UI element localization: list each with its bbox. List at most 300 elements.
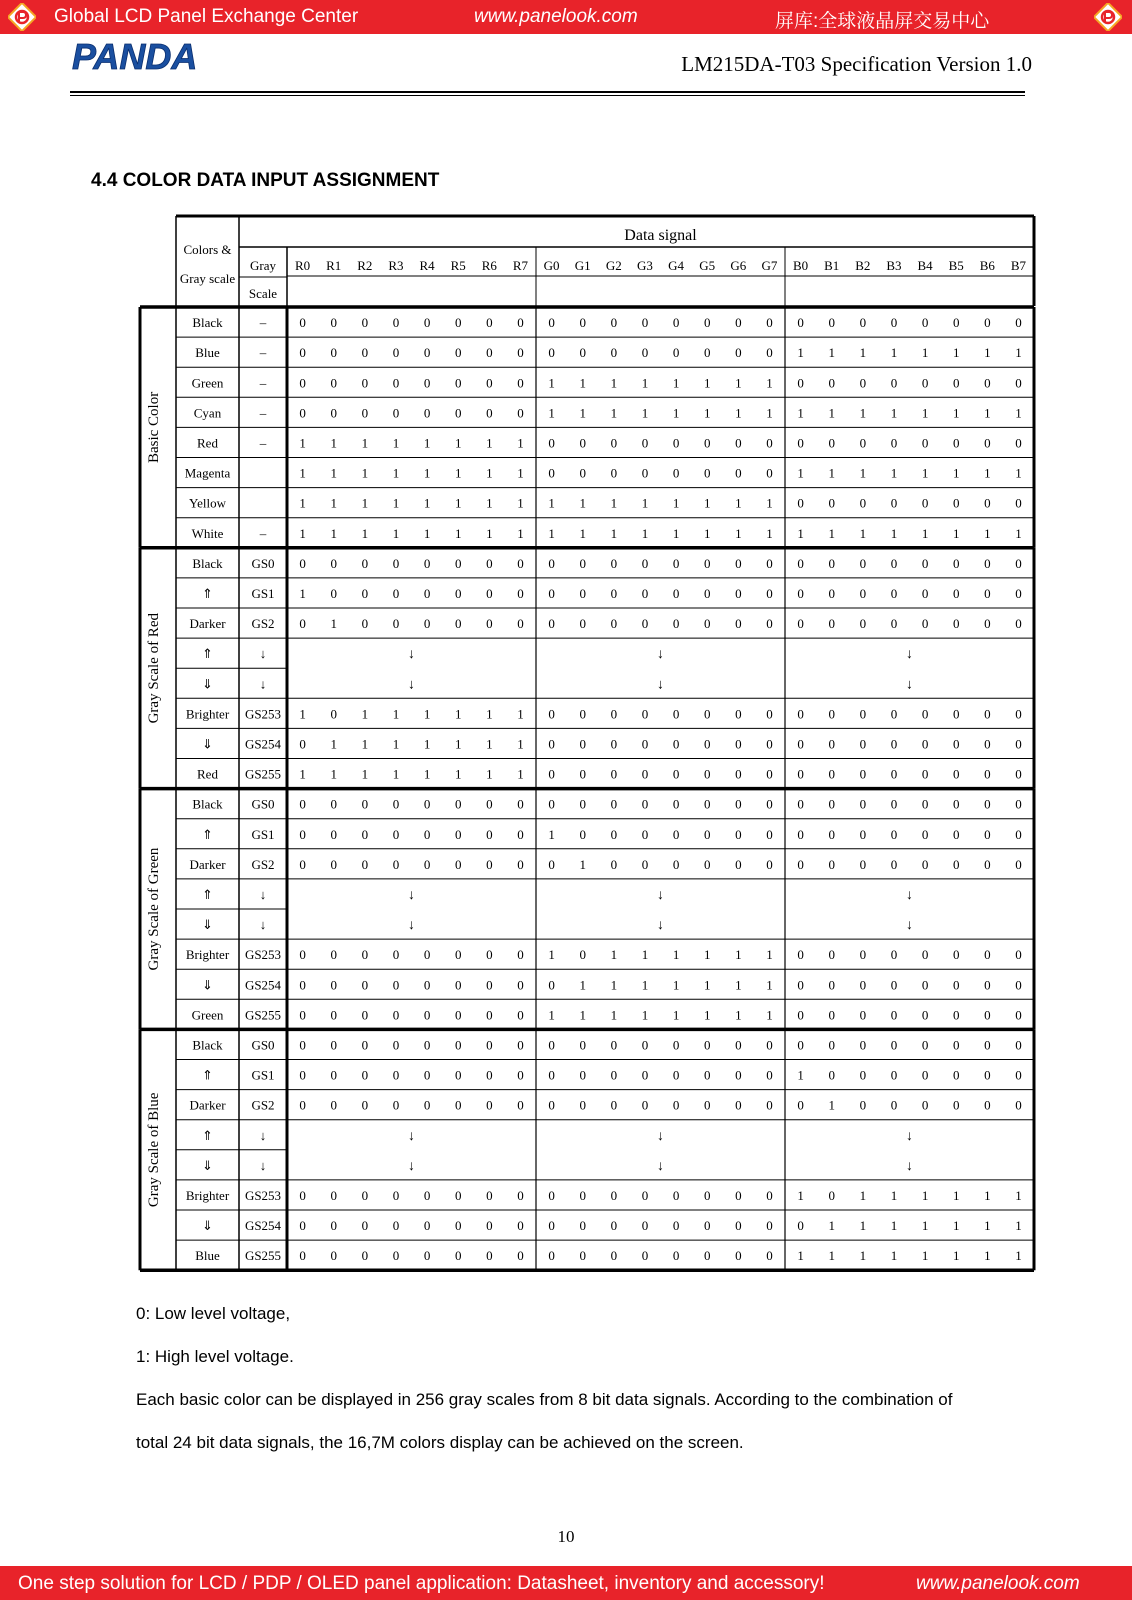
row-gray-value: ↓ — [259, 676, 267, 692]
bit-cell: 0 — [952, 1007, 960, 1023]
header-colors-label: Colors & — [183, 242, 232, 257]
bit-cell: 0 — [610, 826, 618, 842]
bit-cell: 0 — [1015, 375, 1022, 391]
bit-cell: 1 — [330, 736, 337, 752]
continuation-arrow-icon: ↓ — [657, 647, 664, 663]
bit-cell: 1 — [392, 736, 400, 752]
bit-cell: 1 — [984, 1187, 991, 1203]
bit-cell: 0 — [1015, 555, 1022, 571]
row-color-label: Blue — [195, 1248, 220, 1264]
bit-cell: 0 — [517, 315, 524, 331]
bit-cell: 0 — [641, 1037, 649, 1053]
bit-cell: 0 — [1015, 947, 1022, 963]
bit-cell: 0 — [797, 856, 804, 872]
bit-cell: 0 — [641, 826, 649, 842]
row-gray-value: – — [259, 315, 267, 331]
bit-cell: 0 — [952, 977, 960, 993]
bit-cell: 0 — [735, 465, 742, 481]
bit-cell: 1 — [517, 736, 524, 752]
bit-cell: 0 — [299, 1187, 306, 1203]
bit-cell: 0 — [579, 1097, 586, 1113]
bit-cell: 0 — [641, 585, 649, 601]
continuation-arrow-icon: ↓ — [408, 677, 415, 693]
bit-cell: 0 — [766, 585, 773, 601]
bit-cell: 0 — [703, 315, 711, 331]
bit-cell: 0 — [984, 856, 991, 872]
row-color-label: ⇓ — [202, 736, 213, 752]
bit-cell: 1 — [952, 405, 960, 421]
bit-cell: 0 — [486, 1218, 493, 1234]
bit-cell: 1 — [517, 706, 524, 722]
bit-cell: 0 — [672, 856, 680, 872]
bit-cell: 0 — [828, 435, 835, 451]
bit-cell: 0 — [921, 1007, 929, 1023]
bit-cell: 0 — [486, 616, 493, 632]
bit-cell: 0 — [766, 1067, 773, 1083]
bit-cell: 1 — [952, 525, 960, 541]
bit-cell: 0 — [984, 766, 991, 782]
bit-cell: 0 — [486, 826, 493, 842]
bit-cell: 0 — [890, 796, 898, 812]
row-color-label: ⇑ — [202, 886, 213, 902]
bit-cell: 0 — [454, 1248, 462, 1264]
row-color-label: ⇑ — [202, 1067, 213, 1083]
bit-cell: 0 — [579, 1248, 586, 1264]
bit-cell: 0 — [703, 465, 711, 481]
bit-label-b0: B0 — [792, 258, 809, 273]
row-color-label: Red — [197, 766, 218, 782]
continuation-arrow-icon: ↓ — [906, 1128, 913, 1144]
bit-cell: 0 — [548, 706, 555, 722]
bit-cell: 0 — [859, 555, 867, 571]
row-color-label: ⇑ — [202, 1127, 213, 1143]
bit-cell: 0 — [921, 826, 929, 842]
bit-cell: 0 — [672, 1067, 680, 1083]
bit-cell: 0 — [299, 1218, 306, 1234]
bit-cell: 0 — [548, 555, 555, 571]
bit-cell: 0 — [517, 616, 524, 632]
bit-cell: 1 — [672, 525, 680, 541]
bit-label-g7: G7 — [761, 258, 778, 273]
bit-cell: 0 — [672, 766, 680, 782]
bit-cell: 1 — [703, 947, 711, 963]
footer-text: One step solution for LCD / PDP / OLED panel application: Datasheet, inventory and accessory! — [18, 1573, 825, 1594]
bit-cell: 1 — [1015, 405, 1022, 421]
bit-cell: 1 — [859, 525, 867, 541]
bit-cell: 0 — [517, 1067, 524, 1083]
bit-cell: 1 — [361, 465, 369, 481]
bit-cell: 0 — [361, 947, 369, 963]
bit-cell: 0 — [579, 315, 586, 331]
bit-cell: 0 — [517, 1187, 524, 1203]
bit-cell: 1 — [735, 495, 742, 511]
bit-cell: 0 — [548, 435, 555, 451]
bit-cell: 1 — [859, 1248, 867, 1264]
bit-cell: 0 — [392, 616, 400, 632]
bit-cell: 0 — [797, 796, 804, 812]
bit-cell: 0 — [423, 977, 431, 993]
bit-cell: 0 — [797, 1218, 804, 1234]
header-scale-label: Scale — [248, 286, 278, 301]
bit-cell: 0 — [921, 947, 929, 963]
bit-cell: 0 — [610, 465, 618, 481]
bit-cell: 1 — [921, 345, 929, 361]
bit-cell: 0 — [299, 315, 306, 331]
bit-label-g3: G3 — [636, 258, 653, 273]
bit-cell: 1 — [735, 977, 742, 993]
bit-cell: 0 — [703, 616, 711, 632]
bit-cell: 0 — [423, 947, 431, 963]
bit-cell: 0 — [392, 1097, 400, 1113]
bit-cell: 0 — [859, 1007, 867, 1023]
bit-cell: 1 — [797, 405, 804, 421]
bit-cell: 1 — [548, 525, 555, 541]
row-gray-value: – — [259, 435, 267, 451]
bit-cell: 1 — [579, 856, 586, 872]
bit-cell: 0 — [423, 826, 431, 842]
bit-cell: 0 — [797, 315, 804, 331]
bit-cell: 0 — [984, 315, 991, 331]
bit-cell: 0 — [330, 977, 337, 993]
bit-cell: 0 — [486, 375, 493, 391]
bit-cell: 1 — [641, 405, 649, 421]
bit-cell: 0 — [610, 555, 618, 571]
bit-cell: 0 — [984, 1037, 991, 1053]
bit-label-b7: B7 — [1010, 258, 1027, 273]
bit-cell: 0 — [672, 1037, 680, 1053]
bit-label-r3: R3 — [388, 258, 404, 273]
bit-cell: 0 — [859, 947, 867, 963]
bit-cell: 0 — [797, 435, 804, 451]
bit-cell: 0 — [454, 1067, 462, 1083]
bit-cell: 0 — [486, 1067, 493, 1083]
bit-cell: 1 — [299, 465, 306, 481]
bit-cell: 0 — [517, 977, 524, 993]
bit-cell: 0 — [486, 977, 493, 993]
bit-cell: 0 — [1015, 977, 1022, 993]
bit-cell: 0 — [454, 375, 462, 391]
bit-cell: 0 — [361, 856, 369, 872]
bit-cell: 0 — [1015, 315, 1022, 331]
continuation-arrow-icon: ↓ — [657, 1128, 664, 1144]
bit-cell: 0 — [641, 616, 649, 632]
bit-cell: 0 — [330, 1248, 337, 1264]
bit-cell: 0 — [579, 465, 586, 481]
bit-cell: 0 — [921, 1067, 929, 1083]
bit-cell: 0 — [921, 495, 929, 511]
bit-cell: 1 — [952, 345, 960, 361]
header-grayscale-label: Gray scale — [179, 271, 236, 286]
banner-left-text: Global LCD Panel Exchange Center — [54, 6, 359, 27]
bit-cell: 0 — [392, 1007, 400, 1023]
row-color-label: ⇓ — [202, 676, 213, 692]
bit-cell: 1 — [486, 525, 493, 541]
bit-cell: 1 — [828, 525, 835, 541]
bit-cell: 0 — [610, 1037, 618, 1053]
bit-cell: 0 — [984, 1097, 991, 1113]
bit-cell: 1 — [921, 465, 929, 481]
bit-cell: 0 — [486, 1248, 493, 1264]
bit-cell: 1 — [299, 495, 306, 511]
bit-cell: 0 — [486, 796, 493, 812]
bit-cell: 1 — [890, 525, 898, 541]
bit-cell: 1 — [517, 766, 524, 782]
row-gray-value: GS2 — [251, 1097, 275, 1113]
row-color-label: Darker — [189, 856, 226, 872]
bit-cell: 0 — [703, 856, 711, 872]
footer-site-link[interactable]: www.panelook.com — [916, 1573, 1080, 1594]
bit-cell: 0 — [952, 796, 960, 812]
bit-cell: 0 — [641, 465, 649, 481]
bit-cell: 0 — [299, 1067, 306, 1083]
bit-cell: 0 — [672, 616, 680, 632]
bit-cell: 1 — [984, 1248, 991, 1264]
bit-cell: 0 — [797, 1097, 804, 1113]
bit-cell: 0 — [361, 796, 369, 812]
bit-cell: 0 — [735, 555, 742, 571]
bit-cell: 0 — [454, 856, 462, 872]
bit-cell: 0 — [392, 315, 400, 331]
bit-cell: 1 — [766, 405, 773, 421]
bit-cell: 0 — [735, 856, 742, 872]
bit-cell: 1 — [859, 405, 867, 421]
bit-cell: 0 — [828, 315, 835, 331]
bit-cell: 0 — [330, 1187, 337, 1203]
bit-label-r7: R7 — [512, 258, 529, 273]
bit-cell: 0 — [797, 375, 804, 391]
bit-cell: 0 — [890, 616, 898, 632]
bit-cell: 0 — [735, 766, 742, 782]
bit-cell: 0 — [1015, 616, 1022, 632]
bit-cell: 0 — [984, 616, 991, 632]
bit-cell: 1 — [859, 465, 867, 481]
bit-cell: 0 — [610, 1097, 618, 1113]
bit-cell: 0 — [517, 796, 524, 812]
bit-cell: 0 — [548, 1248, 555, 1264]
bit-cell: 1 — [703, 495, 711, 511]
bit-label-g2: G2 — [605, 258, 622, 273]
bit-cell: 1 — [299, 766, 306, 782]
bit-cell: 1 — [797, 1187, 804, 1203]
bit-cell: 1 — [299, 525, 306, 541]
bit-cell: 0 — [890, 495, 898, 511]
row-gray-value: GS1 — [251, 826, 275, 842]
bit-cell: 0 — [672, 736, 680, 752]
bit-cell: 0 — [548, 1097, 555, 1113]
bit-cell: 0 — [766, 736, 773, 752]
bit-cell: 0 — [579, 766, 586, 782]
bit-cell: 0 — [672, 1248, 680, 1264]
bit-cell: 0 — [921, 977, 929, 993]
bit-cell: 0 — [921, 315, 929, 331]
bit-cell: 0 — [641, 796, 649, 812]
bit-cell: 1 — [984, 345, 991, 361]
continuation-arrow-icon: ↓ — [906, 918, 913, 934]
bit-cell: 0 — [797, 495, 804, 511]
bit-cell: 1 — [423, 465, 431, 481]
bit-cell: 0 — [641, 345, 649, 361]
bit-cell: 0 — [392, 1248, 400, 1264]
bit-cell: 1 — [921, 1218, 929, 1234]
bit-cell: 0 — [454, 345, 462, 361]
bit-cell: 0 — [610, 706, 618, 722]
bit-cell: 1 — [392, 435, 400, 451]
bit-cell: 0 — [952, 856, 960, 872]
bit-cell: 0 — [517, 1218, 524, 1234]
bit-cell: 1 — [641, 375, 649, 391]
bit-cell: 1 — [672, 977, 680, 993]
bit-cell: 0 — [299, 1007, 306, 1023]
bit-cell: 1 — [486, 736, 493, 752]
bit-cell: 0 — [361, 1007, 369, 1023]
row-gray-value: – — [259, 375, 267, 391]
bit-cell: 0 — [703, 1248, 711, 1264]
bit-cell: 0 — [703, 435, 711, 451]
bit-cell: 0 — [797, 826, 804, 842]
bit-cell: 0 — [703, 585, 711, 601]
bit-cell: 0 — [859, 435, 867, 451]
bit-cell: 0 — [454, 555, 462, 571]
bit-cell: 1 — [423, 766, 431, 782]
bit-cell: 0 — [486, 555, 493, 571]
note-low-level: 0: Low level voltage, — [136, 1304, 291, 1323]
bit-cell: 0 — [330, 1097, 337, 1113]
bit-cell: 0 — [1015, 495, 1022, 511]
page-number: 10 — [557, 1527, 575, 1546]
bit-cell: 1 — [828, 1218, 835, 1234]
bit-cell: 0 — [859, 1067, 867, 1083]
bit-cell: 0 — [392, 947, 400, 963]
bit-cell: 1 — [423, 495, 431, 511]
bit-cell: 0 — [392, 345, 400, 361]
bit-cell: 1 — [890, 1248, 898, 1264]
bit-cell: 0 — [703, 345, 711, 361]
bit-cell: 1 — [610, 495, 618, 511]
bit-cell: 0 — [890, 736, 898, 752]
bit-cell: 1 — [952, 465, 960, 481]
bit-cell: 0 — [984, 977, 991, 993]
bit-cell: 0 — [454, 977, 462, 993]
bit-cell: 0 — [672, 1218, 680, 1234]
bit-cell: 0 — [548, 315, 555, 331]
bit-cell: 0 — [766, 435, 773, 451]
bit-cell: 0 — [361, 375, 369, 391]
bit-cell: 0 — [548, 616, 555, 632]
bit-cell: 0 — [672, 555, 680, 571]
bit-cell: 0 — [828, 1067, 835, 1083]
bit-cell: 0 — [641, 555, 649, 571]
bit-cell: 0 — [361, 345, 369, 361]
bit-cell: 0 — [579, 555, 586, 571]
bit-cell: 0 — [1015, 1007, 1022, 1023]
bit-cell: 0 — [486, 856, 493, 872]
bit-label-g1: G1 — [574, 258, 591, 273]
header-gray-label: Gray — [250, 258, 276, 273]
bit-cell: 0 — [890, 585, 898, 601]
bit-cell: 1 — [890, 1218, 898, 1234]
bit-cell: 0 — [1015, 1097, 1022, 1113]
bit-label-r5: R5 — [450, 258, 466, 273]
bit-cell: 0 — [392, 585, 400, 601]
bit-cell: 0 — [859, 1037, 867, 1053]
bit-cell: 0 — [952, 766, 960, 782]
row-gray-value: GS1 — [251, 1067, 275, 1083]
bit-cell: 0 — [361, 1218, 369, 1234]
row-gray-value: GS253 — [244, 1187, 282, 1203]
row-color-label: Magenta — [184, 465, 231, 481]
bit-cell: 0 — [330, 375, 337, 391]
bit-cell: 0 — [299, 796, 306, 812]
bit-cell: 0 — [921, 856, 929, 872]
bit-cell: 0 — [984, 736, 991, 752]
bit-cell: 0 — [361, 405, 369, 421]
bit-cell: 1 — [859, 1218, 867, 1234]
bit-cell: 1 — [330, 435, 337, 451]
bit-cell: 0 — [1015, 435, 1022, 451]
row-color-label: Brighter — [185, 1187, 230, 1203]
bit-cell: 0 — [703, 706, 711, 722]
row-gray-value: GS254 — [244, 736, 282, 752]
bit-cell: 1 — [361, 706, 369, 722]
bit-cell: 0 — [735, 616, 742, 632]
bit-cell: 0 — [517, 856, 524, 872]
bit-cell: 0 — [828, 375, 835, 391]
bit-cell: 0 — [703, 1067, 711, 1083]
bit-cell: 1 — [392, 706, 400, 722]
bit-cell: 1 — [548, 495, 555, 511]
bit-cell: 0 — [610, 1248, 618, 1264]
bit-cell: 0 — [859, 856, 867, 872]
bit-cell: 1 — [828, 465, 835, 481]
bit-cell: 1 — [486, 465, 493, 481]
bit-cell: 0 — [610, 585, 618, 601]
bit-cell: 1 — [361, 766, 369, 782]
bit-cell: 0 — [1015, 826, 1022, 842]
bit-cell: 0 — [579, 345, 586, 361]
bit-cell: 0 — [828, 1187, 835, 1203]
bit-cell: 0 — [641, 1097, 649, 1113]
bit-cell: 1 — [454, 465, 462, 481]
bit-cell: 0 — [735, 706, 742, 722]
bit-cell: 0 — [579, 435, 586, 451]
bit-cell: 1 — [828, 1097, 835, 1113]
bit-cell: 0 — [1015, 856, 1022, 872]
bit-cell: 0 — [423, 1067, 431, 1083]
bit-cell: 0 — [361, 826, 369, 842]
bit-cell: 1 — [921, 1248, 929, 1264]
bit-cell: 0 — [486, 1187, 493, 1203]
bit-cell: 0 — [299, 345, 306, 361]
bit-cell: 0 — [423, 405, 431, 421]
bit-cell: 0 — [921, 766, 929, 782]
bit-cell: 0 — [828, 977, 835, 993]
bit-cell: 0 — [392, 1037, 400, 1053]
bit-cell: 0 — [735, 345, 742, 361]
row-color-label: Black — [192, 555, 223, 571]
bit-cell: 0 — [392, 826, 400, 842]
bit-label-r0: R0 — [294, 258, 311, 273]
bit-cell: 0 — [423, 1248, 431, 1264]
bit-cell: 0 — [672, 826, 680, 842]
bit-cell: 1 — [579, 525, 586, 541]
bit-cell: 1 — [1015, 345, 1022, 361]
bit-cell: 0 — [423, 1037, 431, 1053]
group-label: Gray Scale of Red — [146, 613, 162, 724]
bit-cell: 0 — [548, 856, 555, 872]
bit-cell: 0 — [299, 826, 306, 842]
banner-site-link[interactable]: www.panelook.com — [474, 6, 638, 27]
bit-cell: 0 — [1015, 585, 1022, 601]
